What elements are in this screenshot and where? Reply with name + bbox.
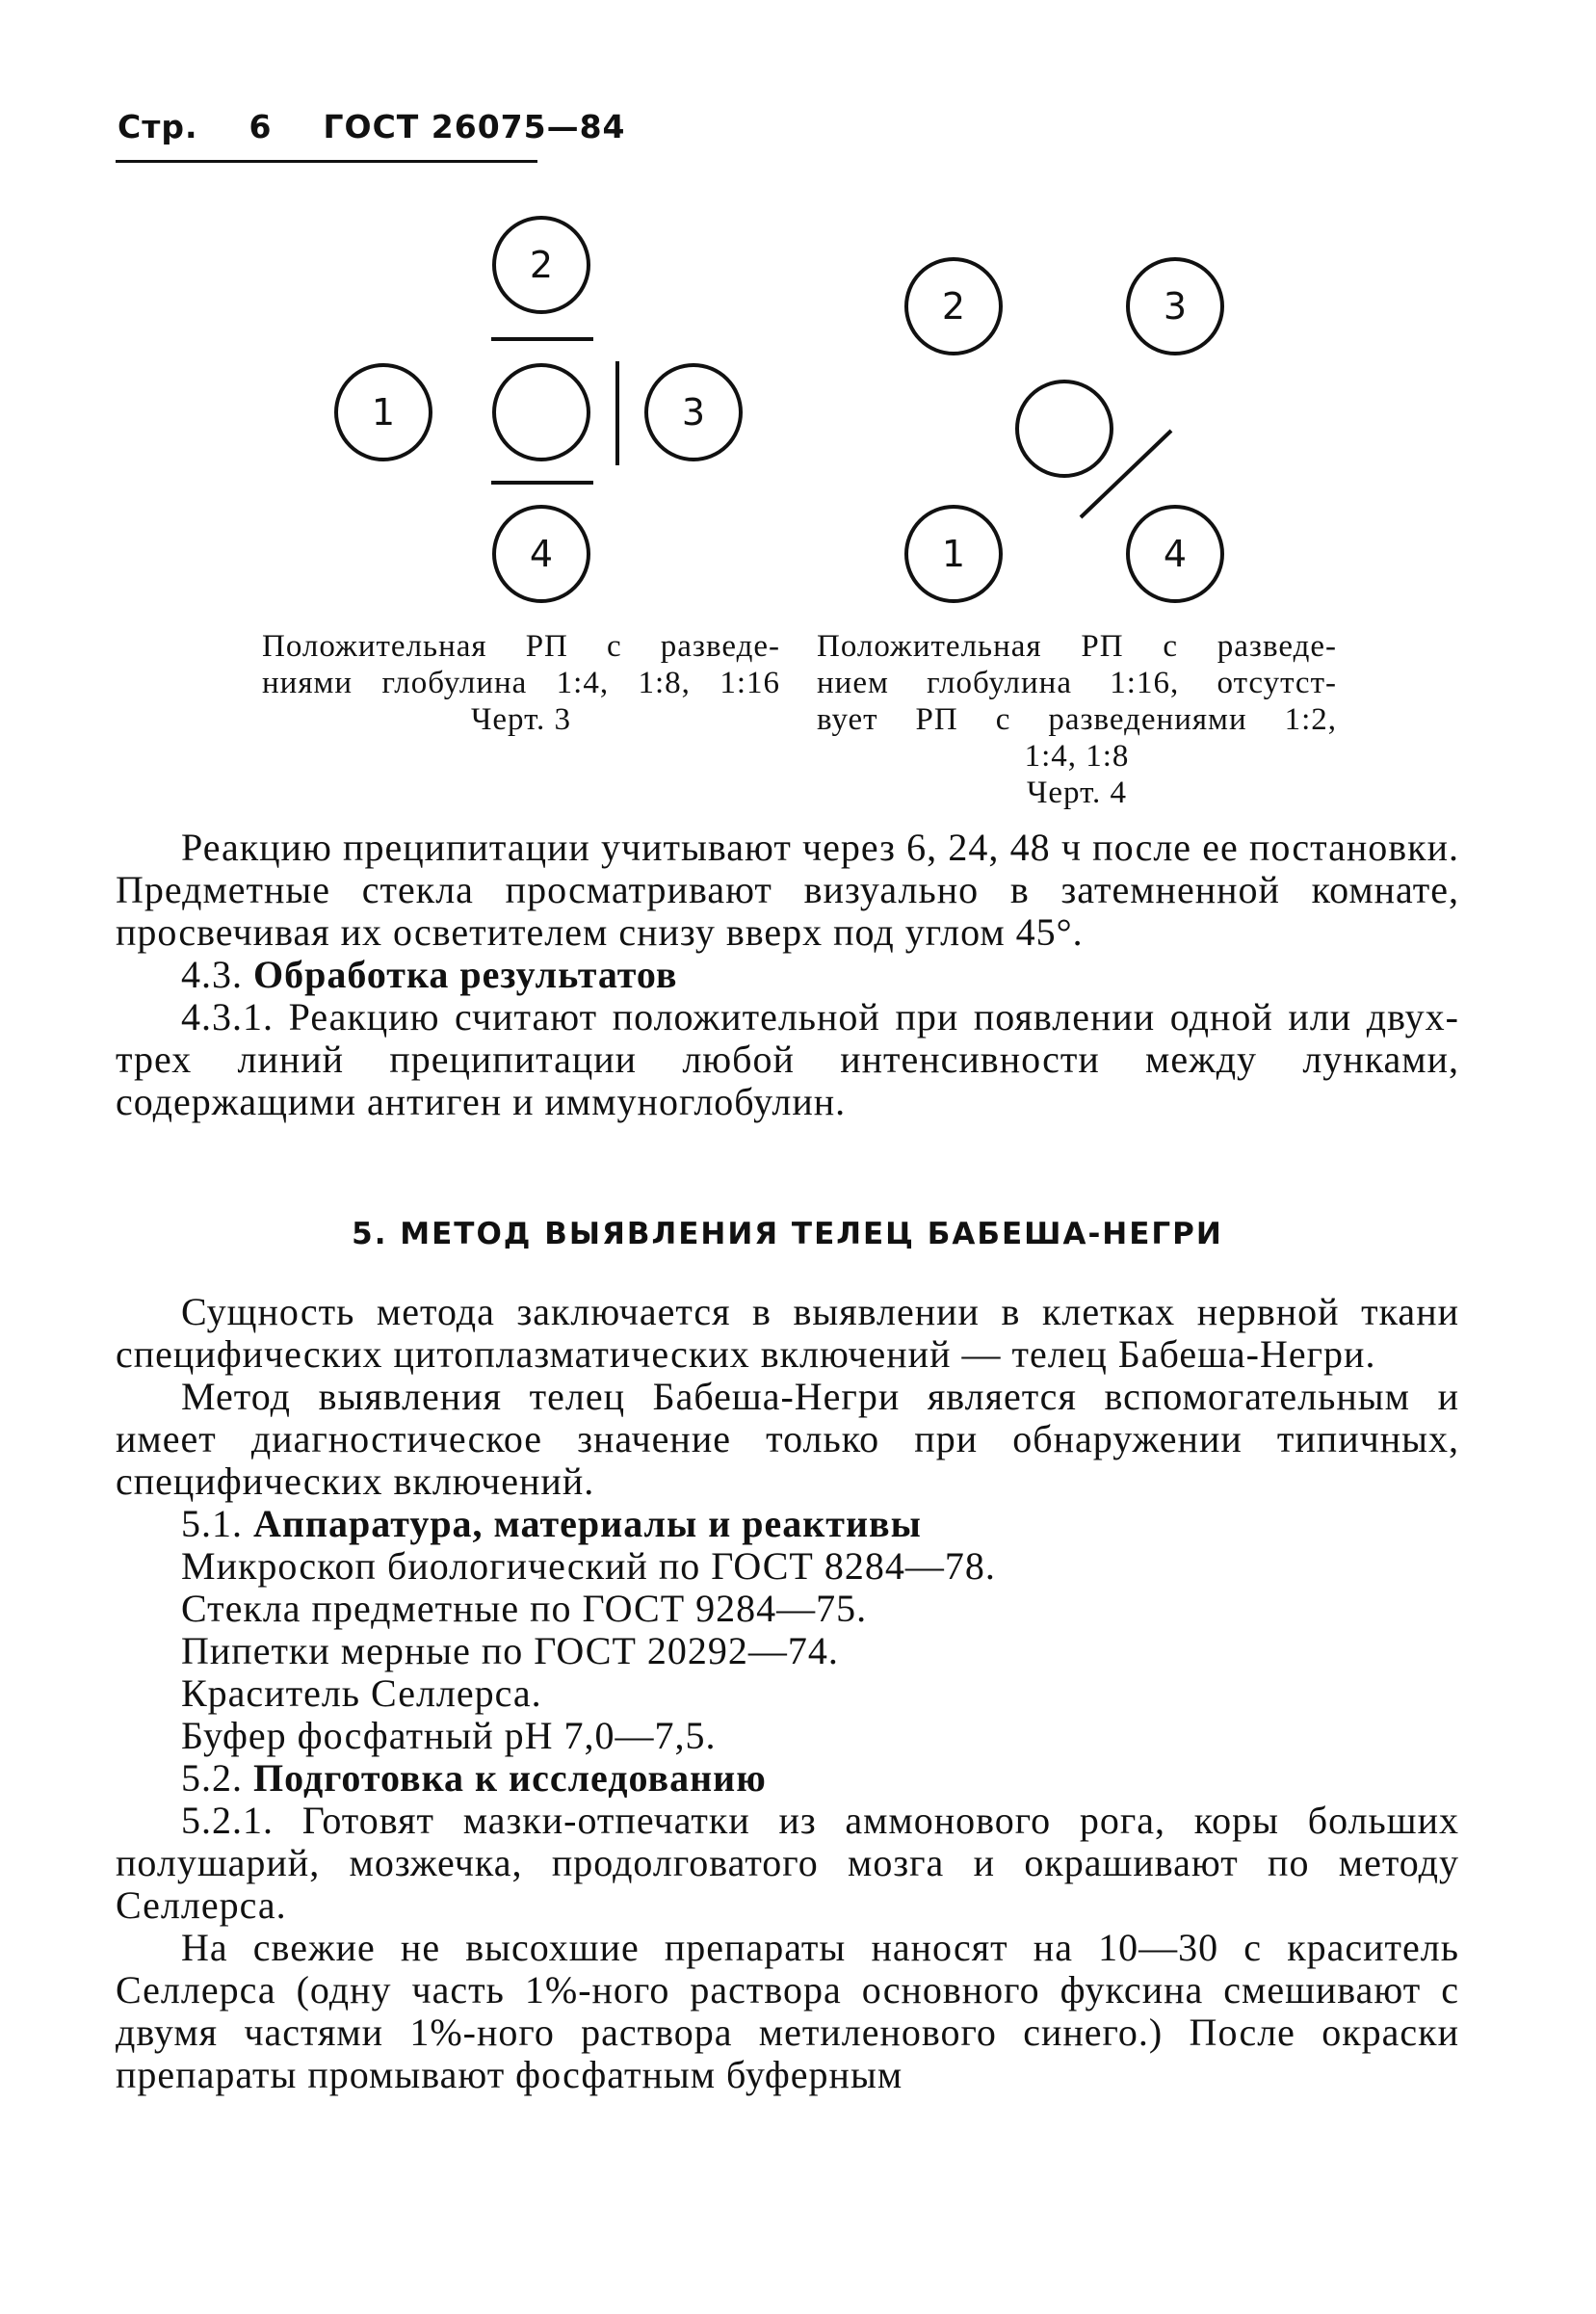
figure-3-title: Черт. 3 bbox=[470, 702, 572, 737]
equipment-item: Пипетки мерные по ГОСТ 20292—74. bbox=[181, 1629, 839, 1672]
well-4-label: 4 bbox=[1163, 533, 1188, 575]
well-4-label: 4 bbox=[529, 533, 554, 575]
figure-3 bbox=[318, 207, 771, 612]
subsection-title: Аппаратура, материалы и реактивы bbox=[253, 1502, 922, 1545]
figure-4 bbox=[867, 246, 1271, 631]
subsection-5-1-heading bbox=[116, 1503, 1459, 1545]
figure-3-caption bbox=[262, 628, 780, 738]
caption-line: Положительная РП с разведе- bbox=[817, 629, 1337, 664]
paragraph-method-essence: Сущность метода заключается в выявлении в клетках нервной ткани специфических цитоплазматических включений — телец Бабеша-Негри. bbox=[116, 1290, 1459, 1376]
figure-4-caption bbox=[817, 628, 1337, 811]
page-number: 6 bbox=[249, 108, 273, 145]
well-center bbox=[1017, 381, 1112, 476]
paragraph-4-3-1: 4.3.1. Реакцию считают положительной при появлении одной или двух-трех линий преципитации любой интенсивности между лунками, содержащими антиген и иммуноглобулин. bbox=[116, 995, 1459, 1123]
caption-line: 1:4, 1:8 bbox=[1024, 739, 1130, 774]
well-1-label: 1 bbox=[941, 533, 966, 575]
caption-line: вует РП с разведениями 1:2, bbox=[817, 702, 1337, 737]
subsection-4-3-heading bbox=[116, 954, 1459, 996]
body-block-2 bbox=[116, 1291, 1459, 2096]
subsection-number: 4.3. bbox=[181, 953, 243, 996]
well-2-label: 2 bbox=[529, 244, 554, 286]
caption-line: ниями глобулина 1:4, 1:8, 1:16 bbox=[262, 666, 780, 700]
body-block-1 bbox=[116, 827, 1459, 1123]
subsection-number: 5.1. bbox=[181, 1502, 243, 1545]
well-3-label: 3 bbox=[681, 391, 706, 434]
paragraph-5-2-1: 5.2.1. Готовят мазки-отпечатки из аммонового рога, коры больших полушарий, мозжечка, продолговатого мозга и окрашивают по методу Селлерса. bbox=[116, 1799, 1459, 1927]
subsection-title: Обработка результатов bbox=[253, 953, 678, 996]
caption-line: Положительная РП с разведе- bbox=[262, 629, 780, 664]
paragraph-precipitation: Реакцию преципитации учитывают через 6, 24, 48 ч после ее постановки. Предметные стекла просматривают визуально в затемненной комнате, просвечивая их осветителем снизу вверх под углом 45°. bbox=[116, 826, 1459, 954]
subsection-5-2-heading bbox=[116, 1757, 1459, 1800]
header-rule bbox=[116, 160, 537, 163]
well-3-label: 3 bbox=[1163, 285, 1188, 328]
figure-4-title: Черт. 4 bbox=[1026, 776, 1128, 810]
caption-line: нием глобулина 1:16, отсутст- bbox=[817, 666, 1337, 700]
equipment-item: Краситель Селлерса. bbox=[181, 1671, 542, 1715]
page-label: Стр. bbox=[118, 108, 198, 145]
paragraph-method-role: Метод выявления телец Бабеша-Негри является вспомогательным и имеет диагностическое значение только при обнаружении типичных, специфических включений. bbox=[116, 1375, 1459, 1503]
equipment-item: Стекла предметные по ГОСТ 9284—75. bbox=[181, 1587, 868, 1630]
standard-number: ГОСТ 26075—84 bbox=[323, 108, 626, 145]
equipment-item: Микроскоп биологический по ГОСТ 8284—78. bbox=[181, 1544, 996, 1588]
subsection-title: Подготовка к исследованию bbox=[253, 1756, 767, 1800]
section-5-title: 5. МЕТОД ВЫЯВЛЕНИЯ ТЕЛЕЦ БАБЕША-НЕГРИ bbox=[352, 1217, 1223, 1251]
well-1-label: 1 bbox=[371, 391, 396, 434]
page-header bbox=[118, 108, 626, 145]
well-2-label: 2 bbox=[941, 285, 966, 328]
equipment-item: Буфер фосфатный рН 7,0—7,5. bbox=[181, 1714, 717, 1757]
subsection-number: 5.2. bbox=[181, 1756, 243, 1800]
paragraph-staining: На свежие не высохшие препараты наносят на 10—30 с краситель Селлерса (одну часть 1%-ного раствора основного фуксина смешивают с двумя частями 1%-ного раствора метиленового синего.) После окраски препараты промывают фосфатным буферным bbox=[116, 1926, 1459, 2096]
well-center bbox=[494, 365, 589, 460]
precipitation-line-diagonal bbox=[1081, 431, 1171, 517]
